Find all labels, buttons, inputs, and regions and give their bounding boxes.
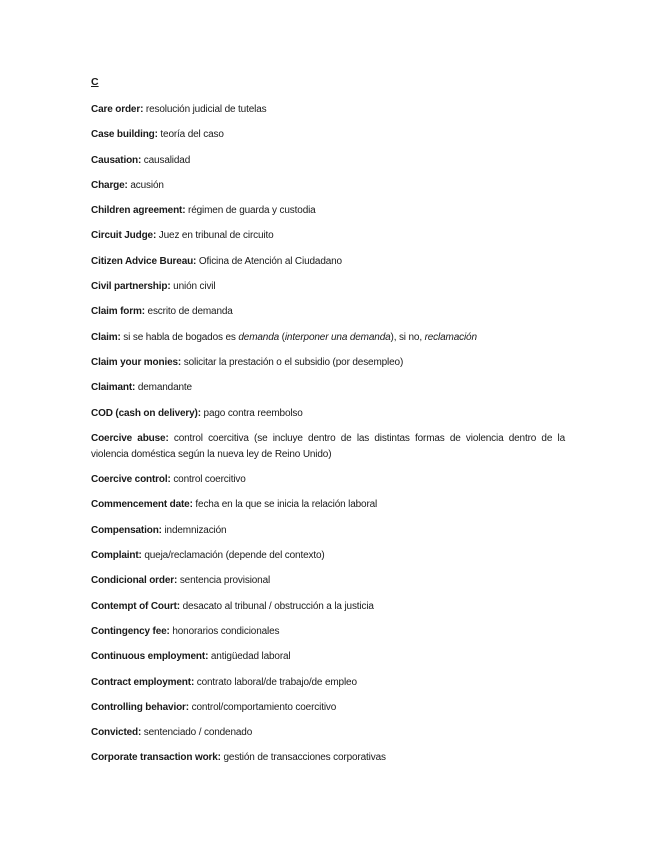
entry-definition-italic-part: interponer una demanda (284, 331, 391, 343)
glossary-entry (91, 523, 565, 539)
entry-definition: antigüedad laboral (208, 651, 291, 663)
entry-term: Claim your monies: (91, 356, 182, 368)
entry-term: Claimant: (91, 382, 136, 394)
entry-definition: control coercitiva (se incluye dentro de las distintas formas de violencia dentro de la violencia doméstica según la nueva ley de Reino Unido) (91, 432, 565, 460)
entry-definition: desacato al tribunal / obstrucción a la justicia (179, 600, 374, 612)
entry-term: Circuit Judge: (91, 230, 157, 242)
entry-term: Case building: (91, 129, 158, 141)
entry-definition: demandante (135, 382, 192, 394)
entry-term: COD (cash on delivery): (91, 407, 201, 419)
glossary-entry (91, 750, 565, 766)
glossary-entry (91, 406, 565, 422)
entry-term: Coercive control: (91, 474, 171, 486)
entry-term: Contingency fee: (91, 625, 170, 637)
entry-term: Civil partnership: (91, 281, 171, 293)
glossary-entry (91, 153, 565, 169)
entry-definition-italic-part: demanda (238, 331, 280, 343)
glossary-entry (91, 102, 565, 118)
glossary-entry (91, 228, 565, 244)
glossary-entry (91, 497, 565, 513)
glossary-entry (91, 675, 565, 691)
entry-definition: causalidad (141, 154, 191, 166)
entry-definition: pago contra reembolso (200, 407, 303, 419)
entry-definition: teoría del caso (157, 129, 224, 141)
glossary-entry (91, 355, 565, 371)
entry-term: Contract employment: (91, 676, 195, 688)
entry-term: Corporate transaction work: (91, 752, 221, 764)
entry-term: Charge: (91, 179, 128, 191)
entry-definition: control coercitivo (170, 474, 246, 486)
entry-term: Citizen Advice Bureau: (91, 255, 197, 267)
entry-definition: resolución judicial de tutelas (143, 104, 267, 115)
entry-definition: Oficina de Atención al Ciudadano (196, 255, 342, 267)
entry-term: Controlling behavior: (91, 701, 189, 713)
entry-definition: régimen de guarda y custodia (185, 205, 316, 217)
glossary-entry (91, 178, 565, 194)
glossary-entry (91, 304, 565, 320)
glossary-entry (91, 599, 565, 615)
entry-definition: contrato laboral/de trabajo/de empleo (194, 676, 357, 688)
entry-definition: queja/reclamación (depende del contexto) (141, 550, 325, 562)
entry-definition-italic-part: reclamación (424, 331, 477, 343)
glossary-entry (91, 624, 565, 640)
entry-term: Compensation: (91, 524, 162, 536)
entry-term: Children agreement: (91, 205, 186, 217)
glossary-entry (91, 203, 565, 219)
entry-term: Continuous employment: (91, 651, 209, 663)
glossary-entry (91, 127, 565, 143)
glossary-page (91, 76, 565, 776)
glossary-entry (91, 472, 565, 488)
glossary-entry (91, 380, 565, 396)
entry-definition-part: si se habla de bogados es (120, 331, 239, 343)
entry-definition: unión civil (170, 281, 216, 293)
entry-term: Care order: (91, 104, 144, 115)
entry-term: Claim form: (91, 306, 145, 318)
glossary-entry (91, 279, 565, 295)
entry-definition-part: ( (279, 331, 285, 343)
entry-definition: fecha en la que se inicia la relación laboral (192, 499, 378, 511)
section-letter-heading: C (91, 76, 99, 88)
glossary-entry (91, 254, 565, 270)
entry-definition: sentencia provisional (177, 575, 271, 587)
entry-definition: solicitar la prestación o el subsidio (por desempleo) (181, 356, 404, 368)
entry-term: Condicional order: (91, 575, 178, 587)
glossary-entry (91, 700, 565, 716)
entry-definition: honorarios condicionales (169, 625, 280, 637)
glossary-entry (91, 649, 565, 665)
glossary-entry (91, 431, 565, 463)
glossary-entry (91, 548, 565, 564)
entry-term: Causation: (91, 154, 142, 166)
entry-term: Commencement date: (91, 499, 193, 511)
entry-definition: escrito de demanda (144, 306, 233, 318)
entry-definition: acusión (127, 179, 164, 191)
entry-term: Complaint: (91, 550, 142, 562)
entry-definition: gestión de transacciones corporativas (220, 752, 386, 764)
entry-definition: indemnización (161, 524, 227, 536)
glossary-entry (91, 573, 565, 589)
entry-definition: Juez en tribunal de circuito (156, 230, 274, 242)
entry-definition-part: ), si no, (390, 331, 425, 343)
entry-definition: control/comportamiento coercitivo (188, 701, 337, 713)
entry-term: Coercive abuse: (91, 432, 169, 444)
entry-term: Contempt of Court: (91, 600, 180, 612)
entry-term: Claim: (91, 331, 121, 343)
glossary-entry (91, 725, 565, 741)
entry-term: Convicted: (91, 727, 142, 739)
glossary-entry (91, 330, 565, 346)
entry-definition: sentenciado / condenado (141, 727, 253, 739)
